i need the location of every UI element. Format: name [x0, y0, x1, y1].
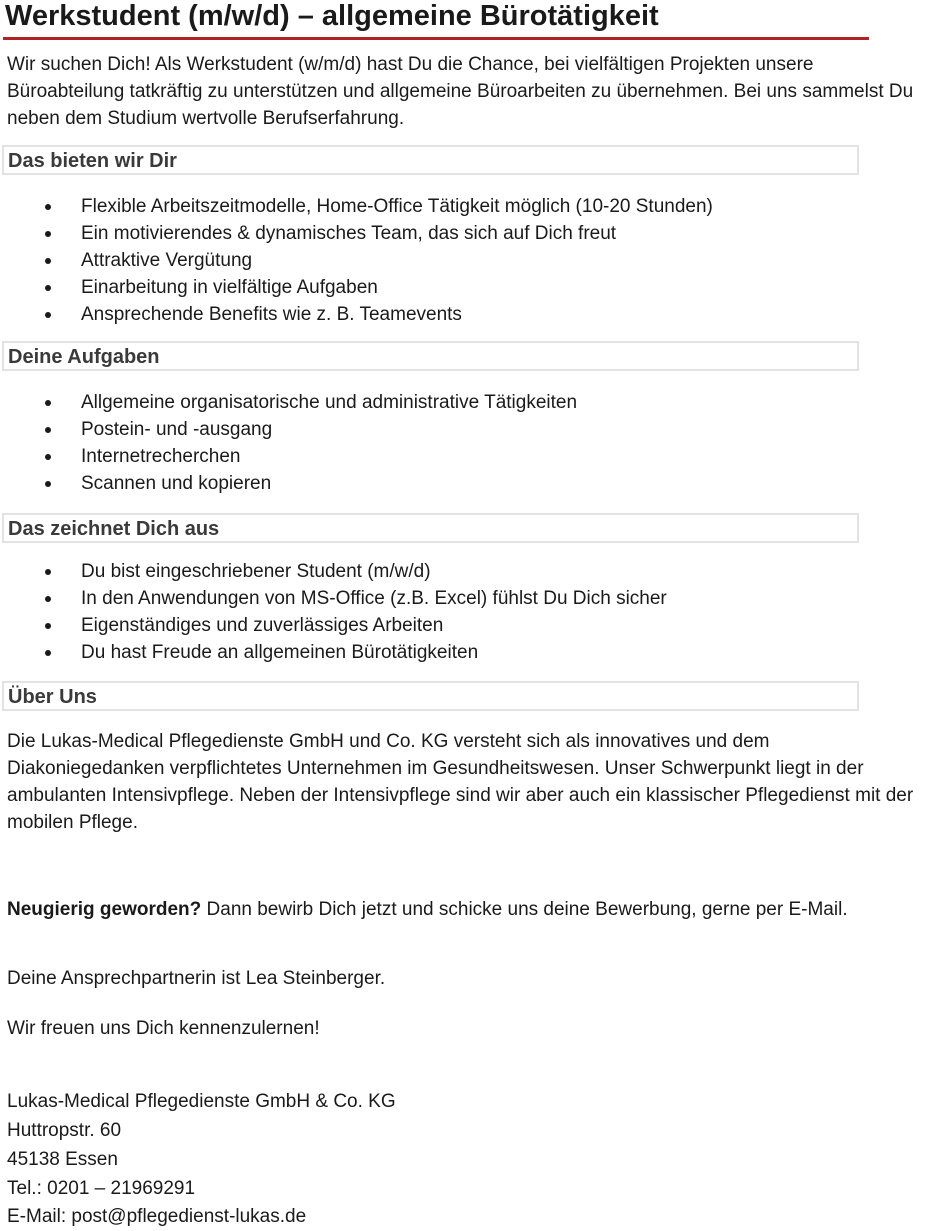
email-address[interactable]: E-Mail: post@pflegedienst-lukas.de	[7, 1206, 307, 1227]
list-item: Flexible Arbeitszeitmodelle, Home-Office Tätigkeit möglich (10-20 Stunden)	[0, 193, 713, 220]
section-header-offer	[2, 145, 859, 175]
section-heading-about: Über Uns	[8, 686, 97, 708]
section-heading-tasks: Deine Aufgaben	[8, 346, 160, 368]
profile-list	[0, 558, 667, 666]
offer-list	[0, 193, 713, 328]
list-item: Internetrecherchen	[0, 443, 577, 470]
list-item: Eigenständiges und zuverlässiges Arbeiten	[0, 612, 667, 639]
address-street: Huttropstr. 60	[7, 1120, 122, 1141]
bullet-icon	[45, 454, 51, 460]
section-header-about	[2, 681, 859, 711]
list-item: Ansprechende Benefits wie z. B. Teamevents	[0, 301, 713, 328]
company-name: Lukas-Medical Pflegedienste GmbH & Co. KG	[7, 1091, 396, 1112]
list-item: Einarbeitung in vielfältige Aufgaben	[0, 274, 713, 301]
list-item: Du bist eingeschriebener Student (m/w/d)	[0, 558, 667, 585]
bullet-icon	[45, 285, 51, 291]
contact-person: Deine Ansprechpartnerin ist Lea Steinberger.	[7, 968, 386, 989]
section-heading-offer: Das bieten wir Dir	[8, 150, 177, 172]
intro-paragraph: Wir suchen Dich! Als Werkstudent (w/m/d) hast Du die Chance, bei vielfältigen Projekten unsere Büroabteilung tatkräftig zu unterstützen und allgemeine Büroarbeiten zu übernehmen. Bei uns sammelst Du neben dem Studium wertvolle Berufserfahrung.	[7, 54, 914, 129]
list-item: Attraktive Vergütung	[0, 247, 713, 274]
address-city: 45138 Essen	[7, 1149, 118, 1170]
bullet-icon	[45, 312, 51, 318]
bullet-icon	[45, 400, 51, 406]
bullet-icon	[45, 623, 51, 629]
tasks-list	[0, 389, 577, 497]
call-to-action	[7, 896, 930, 923]
call-to-action-bold: Neugierig geworden?	[7, 899, 202, 920]
about-paragraph: Die Lukas-Medical Pflegedienste GmbH und Co. KG versteht sich als innovatives und dem Diakoniegedanken verpflichtetes Unternehmen im Gesundheitswesen. Unser Schwerpunkt liegt in der ambulanten Intensivpflege. Neben der Intensivpflege sind wir aber auch ein klassischer Pflegedienst mit der mobilen Pflege.	[7, 731, 914, 833]
bullet-icon	[45, 481, 51, 487]
page-title: Werkstudent (m/w/d) – allgemeine Bürotätigkeit	[5, 0, 659, 32]
list-item: Allgemeine organisatorische und administrative Tätigkeiten	[0, 389, 577, 416]
bullet-icon	[45, 596, 51, 602]
list-item: Ein motivierendes & dynamisches Team, das sich auf Dich freut	[0, 220, 713, 247]
section-header-tasks	[2, 341, 859, 371]
section-heading-profile: Das zeichnet Dich aus	[8, 518, 220, 540]
bullet-icon	[45, 569, 51, 575]
list-item: Scannen und kopieren	[0, 470, 577, 497]
section-header-profile	[2, 513, 859, 543]
bullet-icon	[45, 258, 51, 264]
list-item: In den Anwendungen von MS-Office (z.B. Excel) fühlst Du Dich sicher	[0, 585, 667, 612]
bullet-icon	[45, 650, 51, 656]
list-item: Du hast Freude an allgemeinen Bürotätigkeiten	[0, 639, 667, 666]
call-to-action-text: Dann bewirb Dich jetzt und schicke uns deine Bewerbung, gerne per E-Mail.	[201, 899, 848, 920]
bullet-icon	[45, 231, 51, 237]
title-underline	[3, 37, 869, 40]
bullet-icon	[45, 427, 51, 433]
greeting: Wir freuen uns Dich kennenzulernen!	[7, 1018, 320, 1039]
list-item: Postein- und -ausgang	[0, 416, 577, 443]
bullet-icon	[45, 204, 51, 210]
phone-number: Tel.: 0201 – 21969291	[7, 1178, 196, 1199]
